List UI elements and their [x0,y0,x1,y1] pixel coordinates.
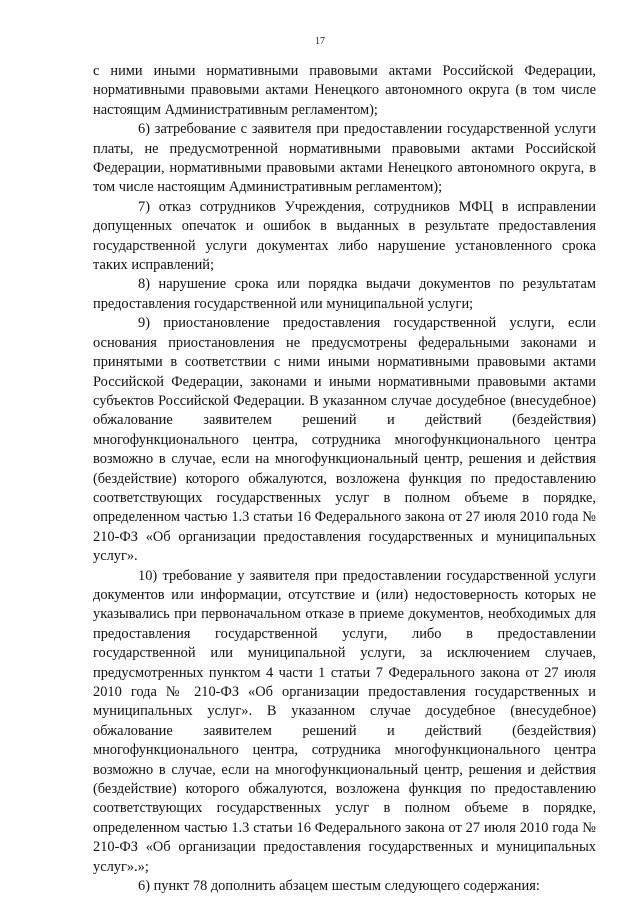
page-number: 17 [315,36,325,47]
paragraph-item-9: 9) приостановление предоставления государственной услуги, если основания приостановления не предусмотрены федеральными законами и принятыми в соответствии с ними иными нормативными правовыми актами Российской Федерации, законами и иными нормативными правовыми актами субъектов Российской Федерации. В указанном случае досудебное (внесудебное) обжалование заявителем решений и действий (бездействия) многофункционального центра, сотрудника многофункционального центра возможно в случае, если на многофункциональный центр, решения и действия (бездействие) которого обжалуются, возложена функция по предоставлению соответствующих государственных услуг в полном объеме в порядке, определенном частью 1.3 статьи 16 Федерального закона от 27 июля 2010 года № 210-ФЗ «Об организации предоставления государственных и муниципальных услуг». [93,315,596,565]
paragraph-item-8: 8) нарушение срока или порядка выдачи документов по результатам предоставления государственной или муниципальной услуги; [93,276,596,312]
paragraph-amendment-6: 6) пункт 78 дополнить абзацем шестым следующего содержания: [138,878,540,895]
paragraph-item-10: 10) требование у заявителя при предоставлении государственной услуги документов или информации, отсутствие и (или) недостоверность которых не указывались при первоначальном отказе в приеме документов, необходимых для предоставления государственной услуги, либо в предоставлении государственной или муниципальной услуги, за исключением случаев, предусмотренных пунктом 4 части 1 статьи 7 Федерального закона от 27 июля 2010 года № 210-ФЗ «Об организации предоставления государственных и муниципальных услуг». В указанном случае досудебное (внесудебное) обжалование заявителем решений и действий (бездействия) многофункционального центра, сотрудника многофункционального центра возможно в случае, если на многофункциональный центр, решения и действия (бездействие) которого обжалуются, возложена функция по предоставлению соответствующих государственных услуг в полном объеме в порядке, определенном частью 1.3 статьи 16 Федерального закона от 27 июля 2010 года № 210-ФЗ «Об организации предоставления государственных и муниципальных услуг».»; [93,567,596,875]
document-body [93,62,596,896]
paragraph-continuation: с ними иными нормативными правовыми актами Российской Федерации, нормативными правовыми актами Ненецкого автономного округа (в том числе настоящим Административным регламентом); [93,63,596,118]
paragraph-item-7: 7) отказ сотрудников Учреждения, сотрудников МФЦ в исправлении допущенных опечаток и ошибок в выданных в результате предоставления государственной услуги документах либо нарушение установленного срока таких исправлений; [93,198,596,274]
paragraph-item-6: 6) затребование с заявителя при предоставлении государственной услуги платы, не предусмотренной нормативными правовыми актами Российской Федерации, нормативными правовыми актами Ненецкого автономного округа, в том числе настоящим Административным регламентом); [93,121,596,196]
